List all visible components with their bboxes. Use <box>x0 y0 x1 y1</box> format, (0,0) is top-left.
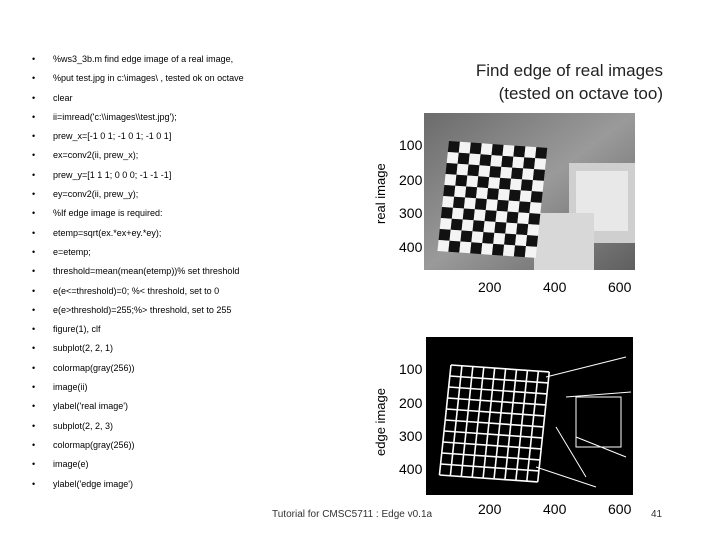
edge-image-panel <box>426 337 633 495</box>
code-line-text: image(e) <box>53 459 89 470</box>
edge-image-xtick: 400 <box>543 501 567 517</box>
code-line-text: e(e>threshold)=255;%> threshold, set to 255 <box>53 304 232 315</box>
bullet-icon: • <box>32 439 36 450</box>
code-bullet-list <box>32 50 372 494</box>
code-line-text: colormap(gray(256)) <box>53 439 135 450</box>
real-image-ytick: 100 <box>399 137 423 153</box>
real-image-xtick: 400 <box>543 279 567 295</box>
real-image-ytick: 400 <box>399 239 423 255</box>
code-line-text: ii=imread('c:\\images\\test.jpg'); <box>53 111 177 122</box>
code-line <box>32 436 372 455</box>
bullet-icon: • <box>32 54 36 64</box>
bullet-icon: • <box>32 343 36 354</box>
real-image-panel <box>424 113 635 270</box>
code-line <box>32 89 372 108</box>
code-line-text: image(ii) <box>53 382 88 393</box>
edge-image-ytick: 300 <box>399 428 423 444</box>
code-line <box>32 475 372 494</box>
bullet-icon: • <box>32 266 36 277</box>
code-line <box>32 243 372 262</box>
code-line-text: clear <box>53 92 73 103</box>
slide-title-line2: (tested on octave too) <box>498 84 663 103</box>
code-line-text: %ws3_3b.m find edge image of a real image, <box>53 54 234 64</box>
bullet-icon: • <box>32 73 36 84</box>
code-line-text: colormap(gray(256)) <box>53 362 135 373</box>
bullet-icon: • <box>32 111 36 122</box>
bullet-icon: • <box>32 478 36 489</box>
slide-title <box>476 59 663 105</box>
edge-image-xtick: 200 <box>478 501 502 517</box>
code-line <box>32 397 372 416</box>
code-line <box>32 204 372 223</box>
bullet-icon: • <box>32 92 36 103</box>
code-line-text: %If edge image is required: <box>53 208 163 219</box>
edge-image-photo <box>426 337 633 495</box>
code-line-text: ex=conv2(ii, prew_x); <box>53 150 139 161</box>
page-number: 41 <box>651 509 663 520</box>
code-line-text: subplot(2, 2, 1) <box>53 343 114 354</box>
code-line <box>32 301 372 320</box>
code-line-text: ey=conv2(ii, prew_y); <box>53 189 139 200</box>
code-line-text: e=etemp; <box>53 246 91 257</box>
code-line <box>32 50 372 69</box>
edge-image-ytick: 400 <box>399 461 423 477</box>
bullet-icon: • <box>32 189 36 200</box>
bullet-icon: • <box>32 131 36 142</box>
code-line <box>32 320 372 339</box>
real-image-xtick: 600 <box>608 279 632 295</box>
code-line-text: threshold=mean(mean(etemp))% set threshold <box>53 266 240 277</box>
code-line-text: subplot(2, 2, 3) <box>53 420 114 431</box>
real-image-photo <box>424 113 635 270</box>
code-line <box>32 339 372 358</box>
code-line-text: etemp=sqrt(ex.*ex+ey.*ey); <box>53 227 162 238</box>
code-line-text: prew_x=[-1 0 1; -1 0 1; -1 0 1] <box>53 131 172 142</box>
code-line <box>32 146 372 165</box>
real-image-ylabel: real image <box>373 163 388 224</box>
bullet-icon: • <box>32 208 36 219</box>
code-line <box>32 417 372 436</box>
bullet-icon: • <box>32 246 36 257</box>
code-line <box>32 455 372 474</box>
real-image-xtick: 200 <box>478 279 502 295</box>
bullet-icon: • <box>32 304 36 315</box>
bullet-icon: • <box>32 285 36 296</box>
code-line-text: ylabel('edge image') <box>53 478 133 489</box>
code-line <box>32 359 372 378</box>
code-line <box>32 166 372 185</box>
bullet-icon: • <box>32 382 36 393</box>
bullet-icon: • <box>32 227 36 238</box>
slide-title-line1: Find edge of real images <box>475 61 663 80</box>
real-image-ytick: 300 <box>399 205 423 221</box>
code-line <box>32 378 372 397</box>
edge-image-ytick: 100 <box>399 361 423 377</box>
code-line-text: figure(1), clf <box>53 324 101 335</box>
code-line <box>32 108 372 127</box>
code-line <box>32 69 372 88</box>
code-line <box>32 185 372 204</box>
bullet-icon: • <box>32 401 36 412</box>
slide-footer: Tutorial for CMSC5711 : Edge v0.1a <box>272 509 433 520</box>
edge-image-ytick: 200 <box>399 395 423 411</box>
bullet-icon: • <box>32 150 36 161</box>
edge-image-ylabel: edge image <box>373 388 388 456</box>
bullet-icon: • <box>32 459 36 470</box>
code-line <box>32 127 372 146</box>
bullet-icon: • <box>32 362 36 373</box>
code-line-text: prew_y=[1 1 1; 0 0 0; -1 -1 -1] <box>53 169 172 180</box>
code-line <box>32 282 372 301</box>
bullet-icon: • <box>32 169 36 180</box>
code-line <box>32 224 372 243</box>
edge-image-xtick: 600 <box>608 501 632 517</box>
code-line <box>32 262 372 281</box>
bullet-icon: • <box>32 324 36 335</box>
code-line-text: %put test.jpg in c:\images\ , tested ok on octave <box>53 73 244 84</box>
code-line-text: ylabel('real image') <box>53 401 128 412</box>
bullet-icon: • <box>32 420 36 431</box>
code-line-text: e(e<=threshold)=0; %< threshold, set to 0 <box>53 285 220 296</box>
real-image-ytick: 200 <box>399 172 423 188</box>
